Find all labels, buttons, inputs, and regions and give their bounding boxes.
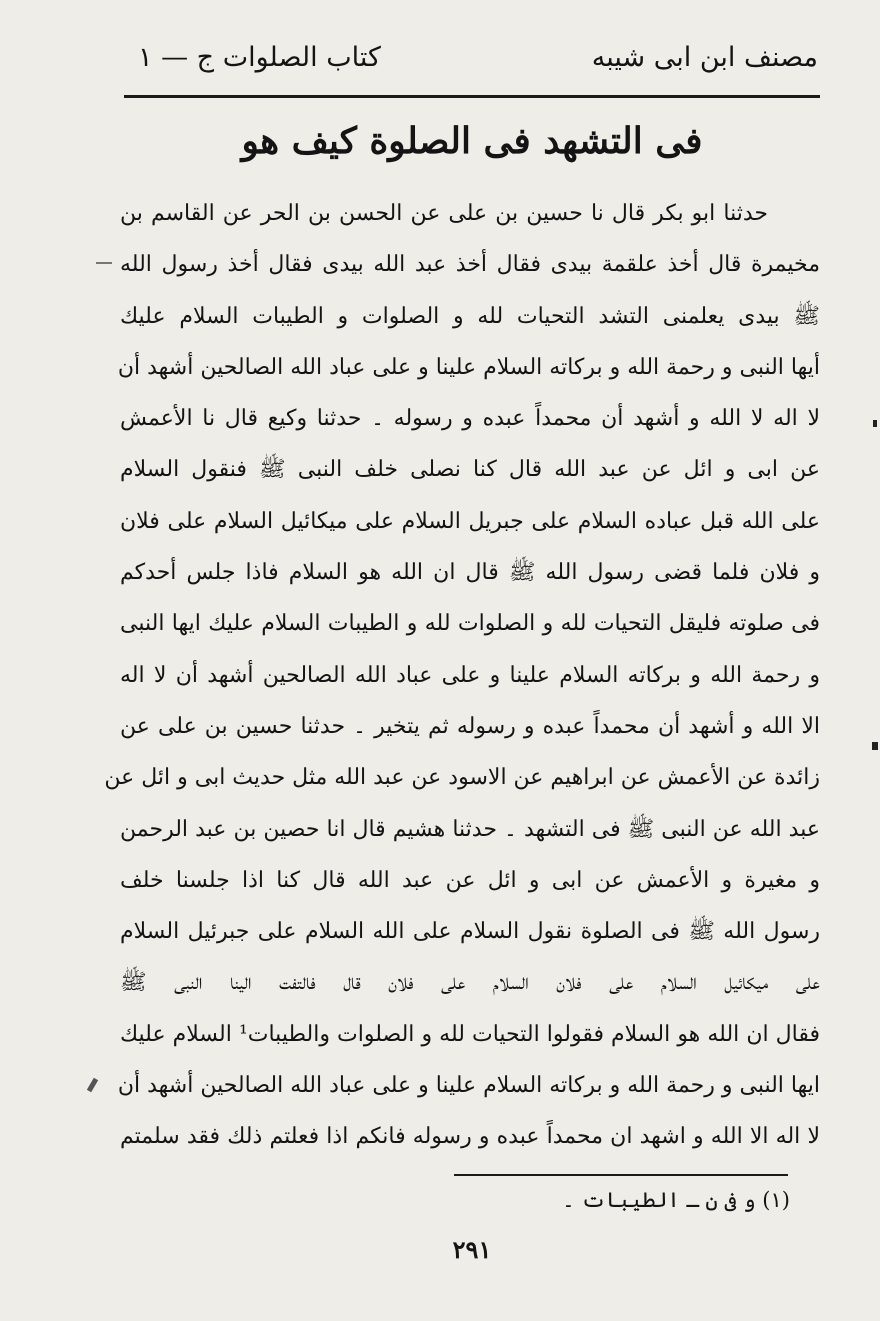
text-line: عن ابی و ائل عن عبد الله قال كنا نصلی خلف النبی ﷺ فنقول السلام [120, 457, 820, 483]
text-line: لا اله الا الله و اشهد ان محمداً عبده و رسوله فانكم اذا فعلتم ذلك فقد سلمتم [120, 1124, 820, 1150]
text-line: عبد الله عن النبی ﷺ فی التشهد ۔ حدثنا هشیم قال انا حصین بن عبد الرحمن [120, 816, 820, 842]
text-line: و فلان فلما قضی رسول الله ﷺ قال ان الله هو السلام فاذا جلس أحدكم [120, 560, 820, 586]
header-book-title: مصنف ابن ابی شیبه [591, 42, 818, 73]
text-line: زائدة عن الأعمش عن ابراهیم عن الاسود عن عبد الله مثل حدیث ابی و ائل عن [104, 765, 820, 791]
chapter-title: فی التشهد فی الصلوة كیف هو [241, 120, 703, 162]
text-line: علی الله قبل عباده السلام علی جبریل السلام علی میكائیل السلام علی فلان [120, 508, 820, 534]
scan-speck [87, 1078, 98, 1093]
text-line: ایها النبی و رحمة الله و بركاته السلام علینا و علی عباد الله الصالحین أشهد أن [117, 1073, 820, 1099]
text-line: لا اله لا الله و أشهد أن محمداً عبده و رسوله ۔ حدثنا وكیع قال نا الأعمش [120, 406, 820, 432]
text-line: و رحمة الله و بركاته السلام علینا و علی عباد الله الصالحین أشهد أن لا اله [120, 662, 820, 688]
text-line: رسول الله ﷺ فی الصلوة نقول السلام علی الله السلام علی جبرئیل السلام [120, 919, 820, 945]
text-line: و مغیرة و الأعمش عن ابی و ائل عن عبد الله قال كنا اذا جلسنا خلف [120, 867, 820, 893]
scan-speck [96, 262, 112, 264]
header-rule [124, 95, 820, 98]
header-section-title: كتاب الصلوات ج — ١ [138, 42, 381, 73]
page-number: ٢٩١ [452, 1235, 492, 1264]
text-line: فی صلوته فلیقل التحیات لله و الصلوات لله و الطیبات السلام علیك ایها النبی [120, 611, 820, 637]
text-line: حدثنا ابو بكر قال نا حسین بن علی عن الحسن بن الحر عن القاسم بن [120, 201, 768, 226]
scan-speck [872, 742, 878, 750]
body-text [104, 188, 821, 1163]
text-line: أیها النبی و رحمة الله و بركاته السلام علینا و علی عباد الله الصالحین أشهد أن [117, 354, 820, 380]
text-line: فقال ان الله هو السلام فقولوا التحیات لله و الصلوات والطیبات¹ السلام علیك [120, 1021, 821, 1047]
text-line: الا الله و أشهد أن محمداً عبده و رسوله ثم یتخیر ۔ حدثنا حسین بن علی عن [120, 713, 820, 739]
footnote-rule [454, 1174, 788, 1176]
text-line: مخیمرة قال أخذ علقمة بیدی فقال أخذ عبد الله بیدی فقال أخذ رسول الله [120, 252, 820, 278]
text-line: ﷺ بیدی یعلمنی التشد التحیات لله و الصلوات و الطیبات السلام علیك [120, 303, 820, 329]
footnote: (١) و فی ن ـ الطیبات ۔ [562, 1188, 790, 1212]
scan-speck [873, 420, 877, 427]
running-header [128, 40, 818, 92]
text-line: علی میكائیل السلام علی فلان السلام علی فلان قال فالتفت الینا النبی ﷺ [120, 970, 820, 996]
